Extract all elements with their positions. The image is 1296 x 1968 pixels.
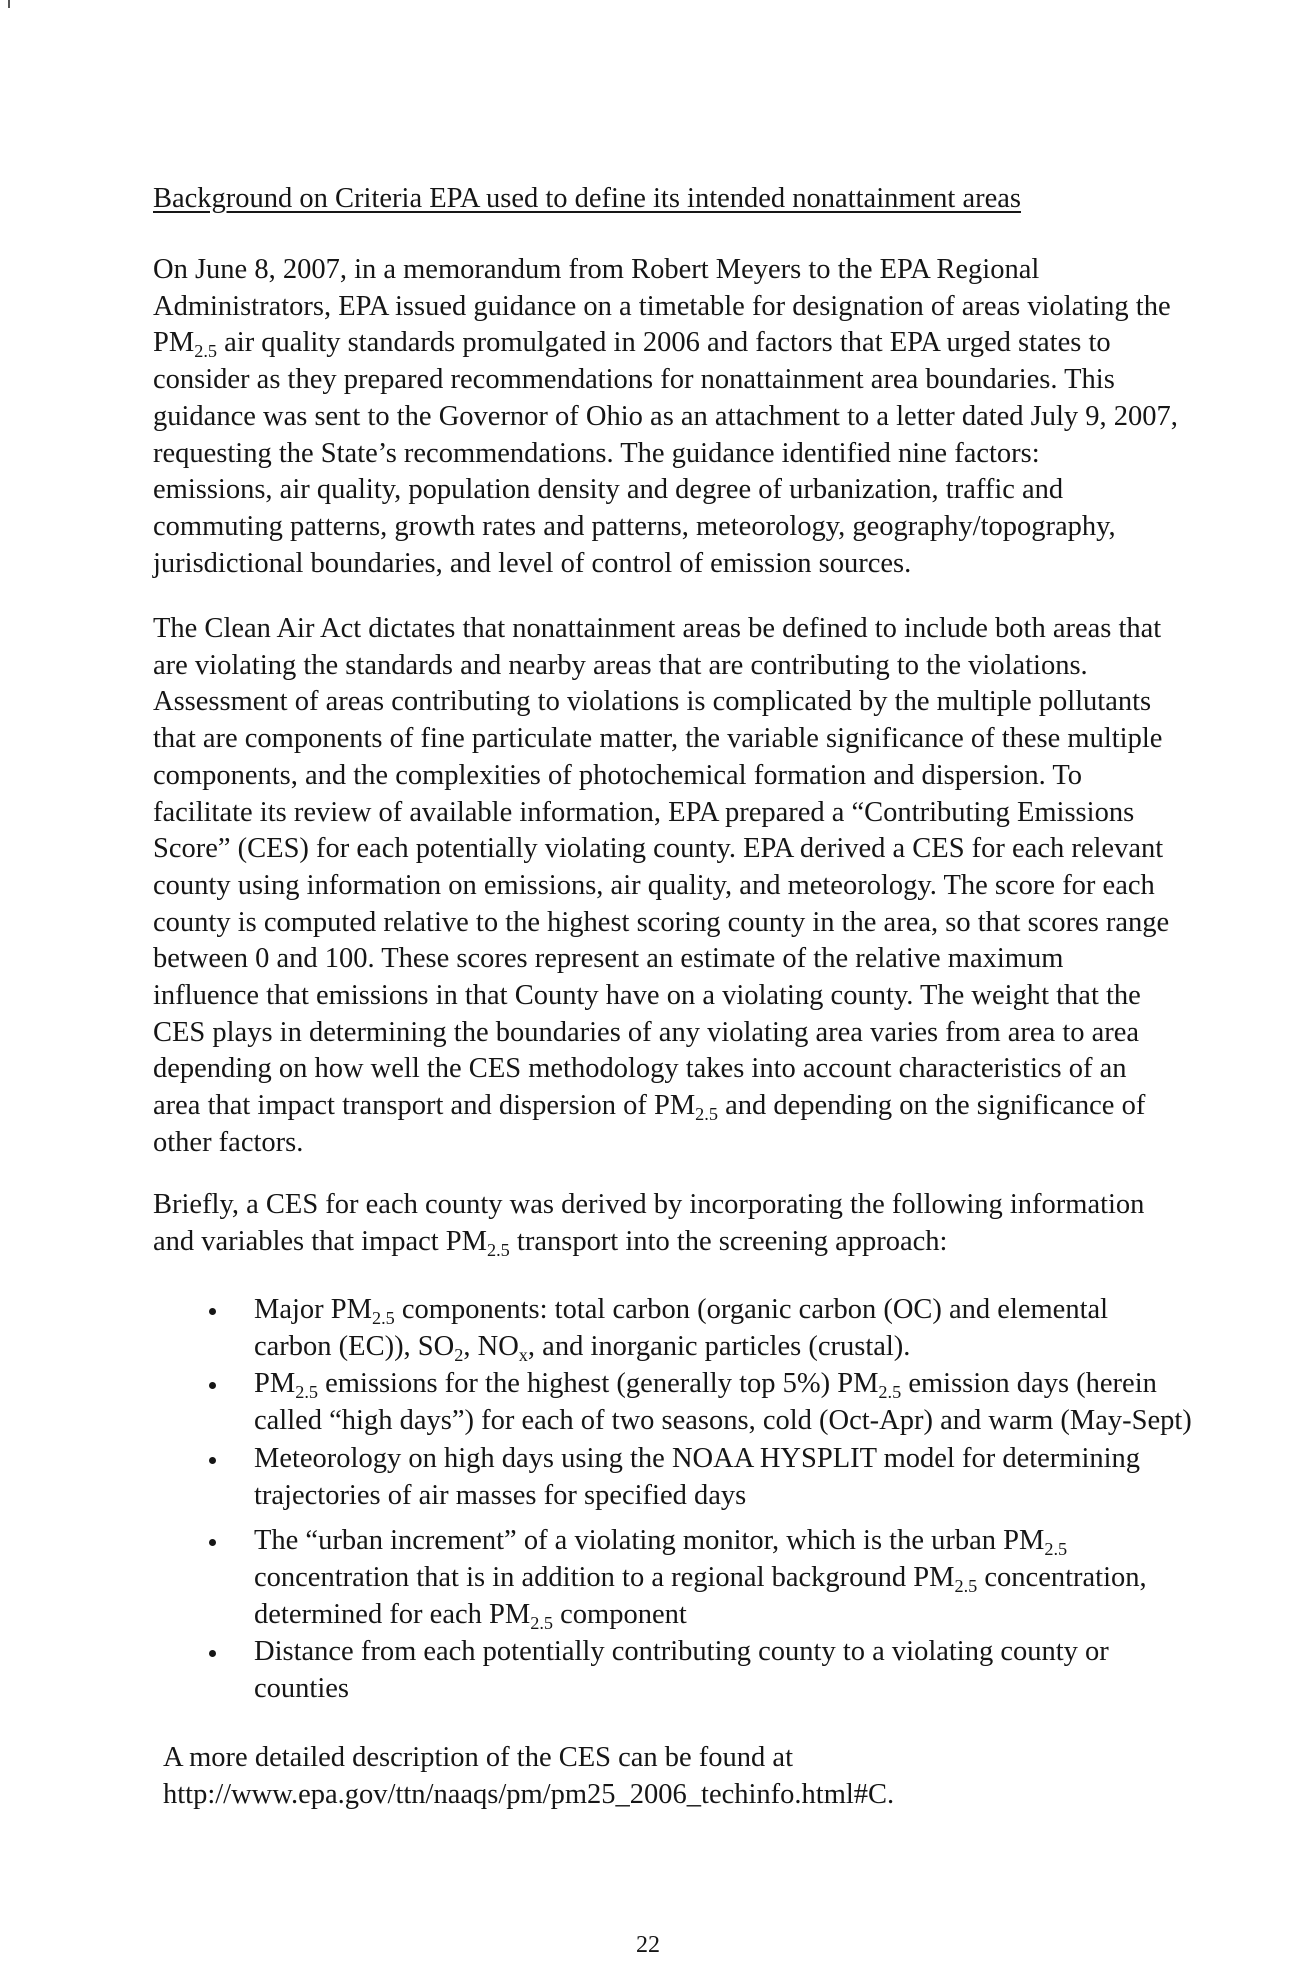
list-item-line: Distance from each potentially contributing county to a violating county or [254,1636,1109,1668]
subscript: 2.5 [194,341,217,362]
page-number: 22 [636,1932,660,1958]
text-line: are violating the standards and nearby areas that are contributing to the violations. [153,649,1088,681]
list-item [0,1523,1296,1633]
text-line: facilitate its review of available information, EPA prepared a “Contributing Emissions [153,796,1135,828]
list-item [0,1634,1296,1707]
subscript: 2.5 [954,1575,978,1596]
list-item [0,1292,1296,1365]
text-line: influence that emissions in that County have on a violating county. The weight that the [153,980,1141,1012]
list-item-line: determined for each $PM_{2.5}$ component [254,1598,687,1633]
text-line: depending on how well the CES methodology takes into account characteristics of an [153,1053,1127,1085]
text-line: $PM_{2.5}$ air quality standards promulgated in 2006 and factors that EPA urged states to [153,327,1111,362]
subscript: 2.5 [695,1103,718,1124]
text-line: The Clean Air Act dictates that nonattainment areas be defined to include both areas that [153,613,1162,644]
subscript: 2.5 [371,1307,395,1328]
paragraph-more-info [163,1740,1296,1813]
list-item-line: counties [254,1673,349,1705]
list-item-line: The “urban increment” of a violating monitor, which is the urban $PM_{2.5}$ [254,1525,1068,1560]
text-line: other factors. [153,1126,304,1158]
text-line: components, and the complexities of photochemical formation and dispersion. To [153,759,1083,791]
text-line: that are components of fine particulate matter, the variable significance of these multiple [153,723,1163,755]
text-line: county using information on emissions, air quality, and meteorology. The score for each [153,869,1155,901]
text-line: between 0 and 100. These scores represent an estimate of the relative maximum [153,943,1064,975]
paragraph-clean-air-act [153,611,1296,1162]
ces-variables-list [0,1292,1296,1708]
list-item [0,1441,1296,1514]
text-line: jurisdictional boundaries, and level of control of emission sources. [153,547,912,579]
list-item-line: Meteorology on high days using the NOAA HYSPLIT model for determining [254,1442,1141,1474]
subscript: 2.5 [487,1239,510,1260]
ces-url: http://www.epa.gov/ttn/naaqs/pm/pm25_2006_techinfo.html#C. [163,1778,895,1810]
list-item-line: Major $PM_{2.5}$ components: total carbon (organic carbon (OC) and elemental [254,1294,1109,1328]
list-item [0,1366,1296,1439]
scan-artifact [8,0,10,8]
bullet-icon [209,1539,216,1546]
bullet-icon [209,1457,216,1464]
text-line: Administrators, EPA issued guidance on a timetable for designation of areas violating the [153,290,1171,322]
subscript: 2.5 [878,1382,902,1403]
list-item-line: $PM_{2.5}$ emissions for the highest (generally top 5%) $PM_{2.5}$ emission days (herein [254,1368,1157,1403]
subscript: 2.5 [295,1382,318,1403]
text-line: and variables that impact $PM_{2.5}$ transport into the screening approach: [153,1225,948,1260]
text-line: area that impact transport and dispersion of $PM_{2.5}$ and depending on the significance of [153,1090,1146,1124]
text-line: guidance was sent to the Governor of Ohio as an attachment to a letter dated July 9, 2007, [153,400,1178,432]
list-item-line: called “high days”) for each of two seasons, cold (Oct-Apr) and warm (May-Sept) [254,1405,1192,1437]
subscript: x [518,1344,528,1365]
paragraph-ces-intro [153,1187,1296,1260]
text-line: commuting patterns, growth rates and patterns, meteorology, geography/topography, [153,510,1116,542]
subscript: 2.5 [1044,1539,1068,1560]
text-line: Briefly, a CES for each county was derived by incorporating the following information [153,1189,1145,1220]
text-line: emissions, air quality, population density and degree of urbanization, traffic and [153,474,1064,506]
paragraph-guidance [153,252,1296,582]
text-line: county is computed relative to the highest scoring county in the area, so that scores range [153,906,1170,938]
list-item-line: concentration that is in addition to a regional background $PM_{2.5}$ concentration, [254,1561,1147,1596]
text-line: On June 8, 2007, in a memorandum from Robert Meyers to the EPA Regional [153,254,1040,285]
text-line: Assessment of areas contributing to violations is complicated by the multiple pollutants [153,686,1152,718]
section-heading: Background on Criteria EPA used to define its intended nonattainment areas [153,183,1021,214]
list-item-line: trajectories of air masses for specified days [254,1479,747,1511]
text-line: requesting the State’s recommendations. The guidance identified nine factors: [153,437,1040,469]
bullet-icon [209,1650,216,1657]
bullet-icon [209,1308,216,1315]
more-info-text: A more detailed description of the CES can be found at [163,1742,793,1773]
list-item-line: carbon (EC)), $SO_2$, $NO_x$, and inorganic particles (crustal). [254,1330,911,1365]
bullet-icon [209,1382,216,1389]
subscript: 2 [454,1344,464,1365]
subscript: 2.5 [530,1612,553,1633]
text-line: Score” (CES) for each potentially violating county. EPA derived a CES for each relevant [153,833,1164,865]
text-line: CES plays in determining the boundaries of any violating area varies from area to area [153,1016,1140,1048]
text-line: consider as they prepared recommendations for nonattainment area boundaries. This [153,364,1115,396]
